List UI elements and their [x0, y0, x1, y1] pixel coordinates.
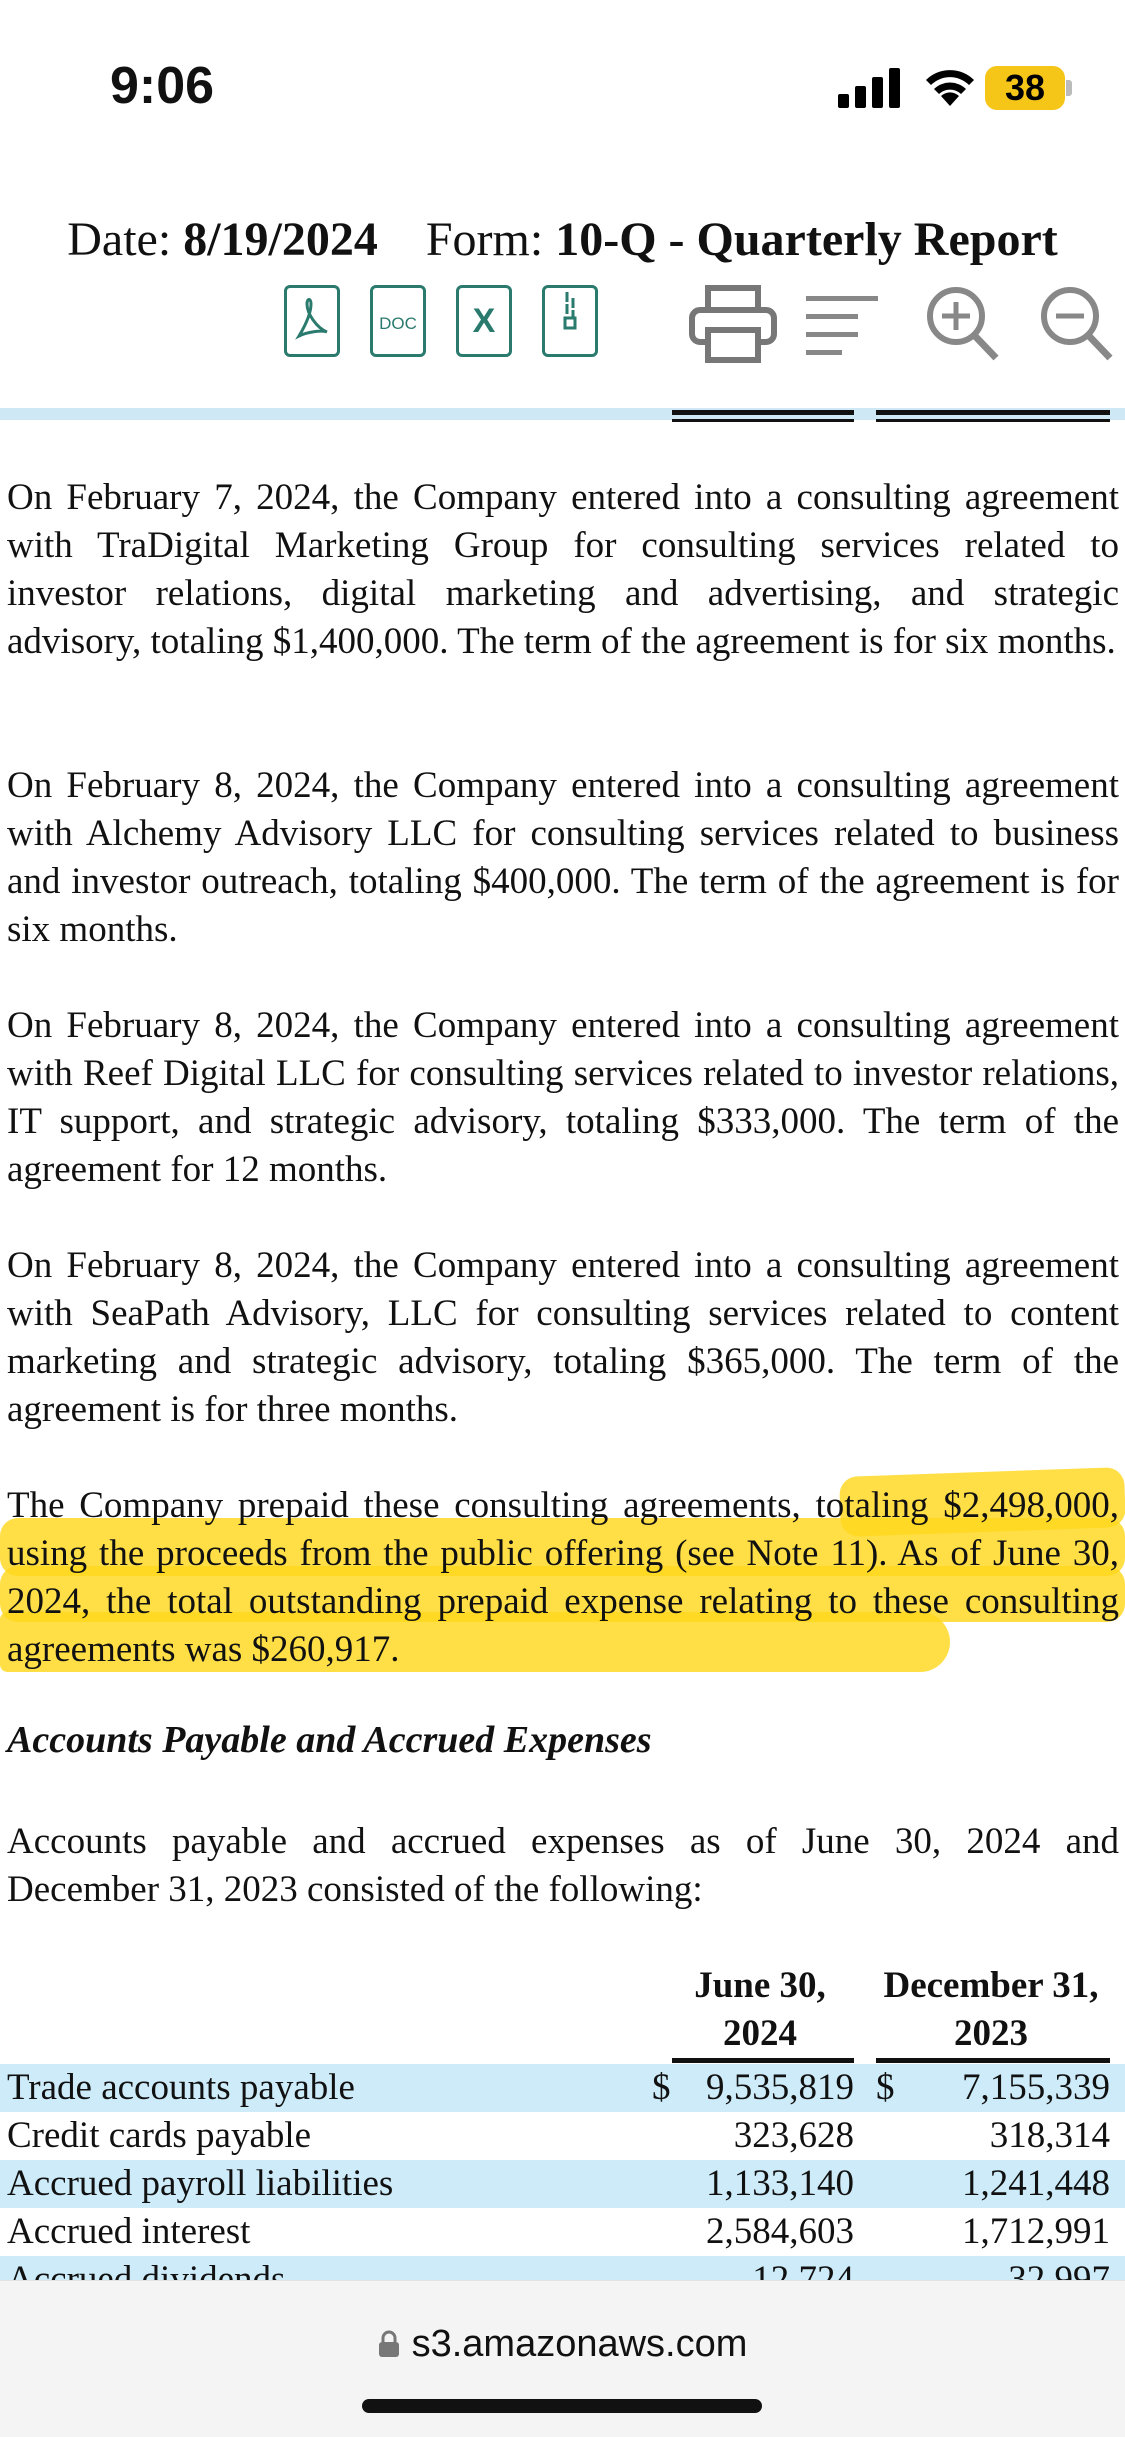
- double-underline: [672, 410, 854, 422]
- row-label: Accrued interest: [7, 2211, 251, 2252]
- text-size-icon[interactable]: [802, 284, 882, 364]
- zoom-in-icon[interactable]: [922, 284, 1002, 364]
- column-header-rule: [876, 2058, 1110, 2063]
- lock-icon: [378, 2330, 400, 2358]
- column-header-line: June 30,: [694, 1965, 826, 2006]
- wifi-icon: [924, 66, 976, 106]
- form-value: 10-Q - Quarterly Report: [555, 213, 1058, 266]
- double-underline: [876, 410, 1110, 422]
- section-heading: Accounts Payable and Accrued Expenses: [7, 1719, 652, 1761]
- column-header-line: 2024: [723, 2013, 797, 2054]
- address-bar[interactable]: [0, 2323, 1125, 2366]
- pdf-icon[interactable]: [284, 285, 340, 357]
- table-row: [0, 2160, 1125, 2208]
- battery-tip: [1066, 80, 1072, 96]
- paragraph-alchemy: On February 8, 2024, the Company entered into a consulting agreement with Alchemy Advisory LLC for consulting services related to business and investor outreach, totaling $400,000. The term of the agreement is for six months.: [7, 765, 1119, 950]
- row-label: Trade accounts payable: [7, 2067, 355, 2108]
- zoom-out-icon[interactable]: [1036, 284, 1116, 364]
- currency-symbol: $: [652, 2067, 671, 2108]
- value-2024: 323,628: [733, 2115, 854, 2156]
- status-time: 9:06: [110, 57, 215, 115]
- home-indicator[interactable]: [362, 2399, 762, 2413]
- currency-symbol: $: [876, 2067, 895, 2108]
- value-2023: 1,712,991: [962, 2211, 1110, 2252]
- value-2024: 1,133,140: [706, 2163, 854, 2204]
- paragraph-tradigital: On February 7, 2024, the Company entered into a consulting agreement with TraDigital Marketing Group for consulting services related to investor relations, digital marketing and advertising, and strategic advisory, totaling $1,400,000. The term of the agreement is for six months.: [7, 477, 1119, 662]
- header-info: [0, 212, 1125, 267]
- doc-icon-text: DOC: [379, 314, 417, 333]
- column-header-line: December 31,: [883, 1965, 1099, 2006]
- paragraph-prepaid-summary: The Company prepaid these consulting agreements, totaling $2,498,000, using the proceeds from the public offering (see Note 11). As of June 30, 2024, the total outstanding prepaid expense relating to these consulting agreements was $260,917.: [7, 1485, 1119, 1670]
- document-header: [0, 150, 1125, 410]
- value-2024: 2,584,603: [706, 2211, 854, 2252]
- table-row: [0, 2064, 1125, 2112]
- table-row: [0, 2208, 1125, 2256]
- column-header-line: 2023: [954, 2013, 1028, 2054]
- paragraph-reef-digital: On February 8, 2024, the Company entered into a consulting agreement with Reef Digital LLC for consulting services related to investor relations, IT support, and strategic advisory, totaling $333,000. The term of the agreement for 12 months.: [7, 1005, 1119, 1190]
- battery-level: 38: [985, 66, 1065, 110]
- status-bar: [0, 0, 1125, 150]
- cell-signal-icon: [838, 68, 904, 108]
- browser-bottom-bar: [0, 2280, 1125, 2437]
- column-header-dec-2023: [866, 1962, 1116, 2058]
- row-label: Accrued payroll liabilities: [7, 2163, 394, 2204]
- column-header-june-2024: [660, 1962, 860, 2058]
- value-2023: 318,314: [989, 2115, 1110, 2156]
- value-2024: 9,535,819: [706, 2067, 854, 2108]
- excel-icon[interactable]: [456, 285, 512, 357]
- table-row: [0, 2112, 1125, 2160]
- paragraph-seapath: On February 8, 2024, the Company entered into a consulting agreement with SeaPath Advisory, LLC for consulting services related to content marketing and strategic advisory, totaling $365,000. The term of the agreement is for three months.: [7, 1245, 1119, 1430]
- section-intro: Accounts payable and accrued expenses as of June 30, 2024 and December 31, 2023 consisted of the following:: [7, 1821, 1119, 1910]
- date-value: 8/19/2024: [183, 213, 378, 266]
- excel-icon-text: X: [472, 302, 496, 340]
- value-2023: 7,155,339: [962, 2067, 1110, 2108]
- print-icon[interactable]: [688, 284, 778, 364]
- url-text: s3.amazonaws.com: [411, 2323, 748, 2365]
- zip-icon[interactable]: [542, 285, 598, 357]
- form-label: Form:: [425, 213, 556, 266]
- row-label: Credit cards payable: [7, 2115, 312, 2156]
- value-2023: 1,241,448: [962, 2163, 1110, 2204]
- column-header-rule: [672, 2058, 854, 2063]
- doc-icon[interactable]: [370, 285, 426, 357]
- date-label: Date:: [67, 213, 184, 266]
